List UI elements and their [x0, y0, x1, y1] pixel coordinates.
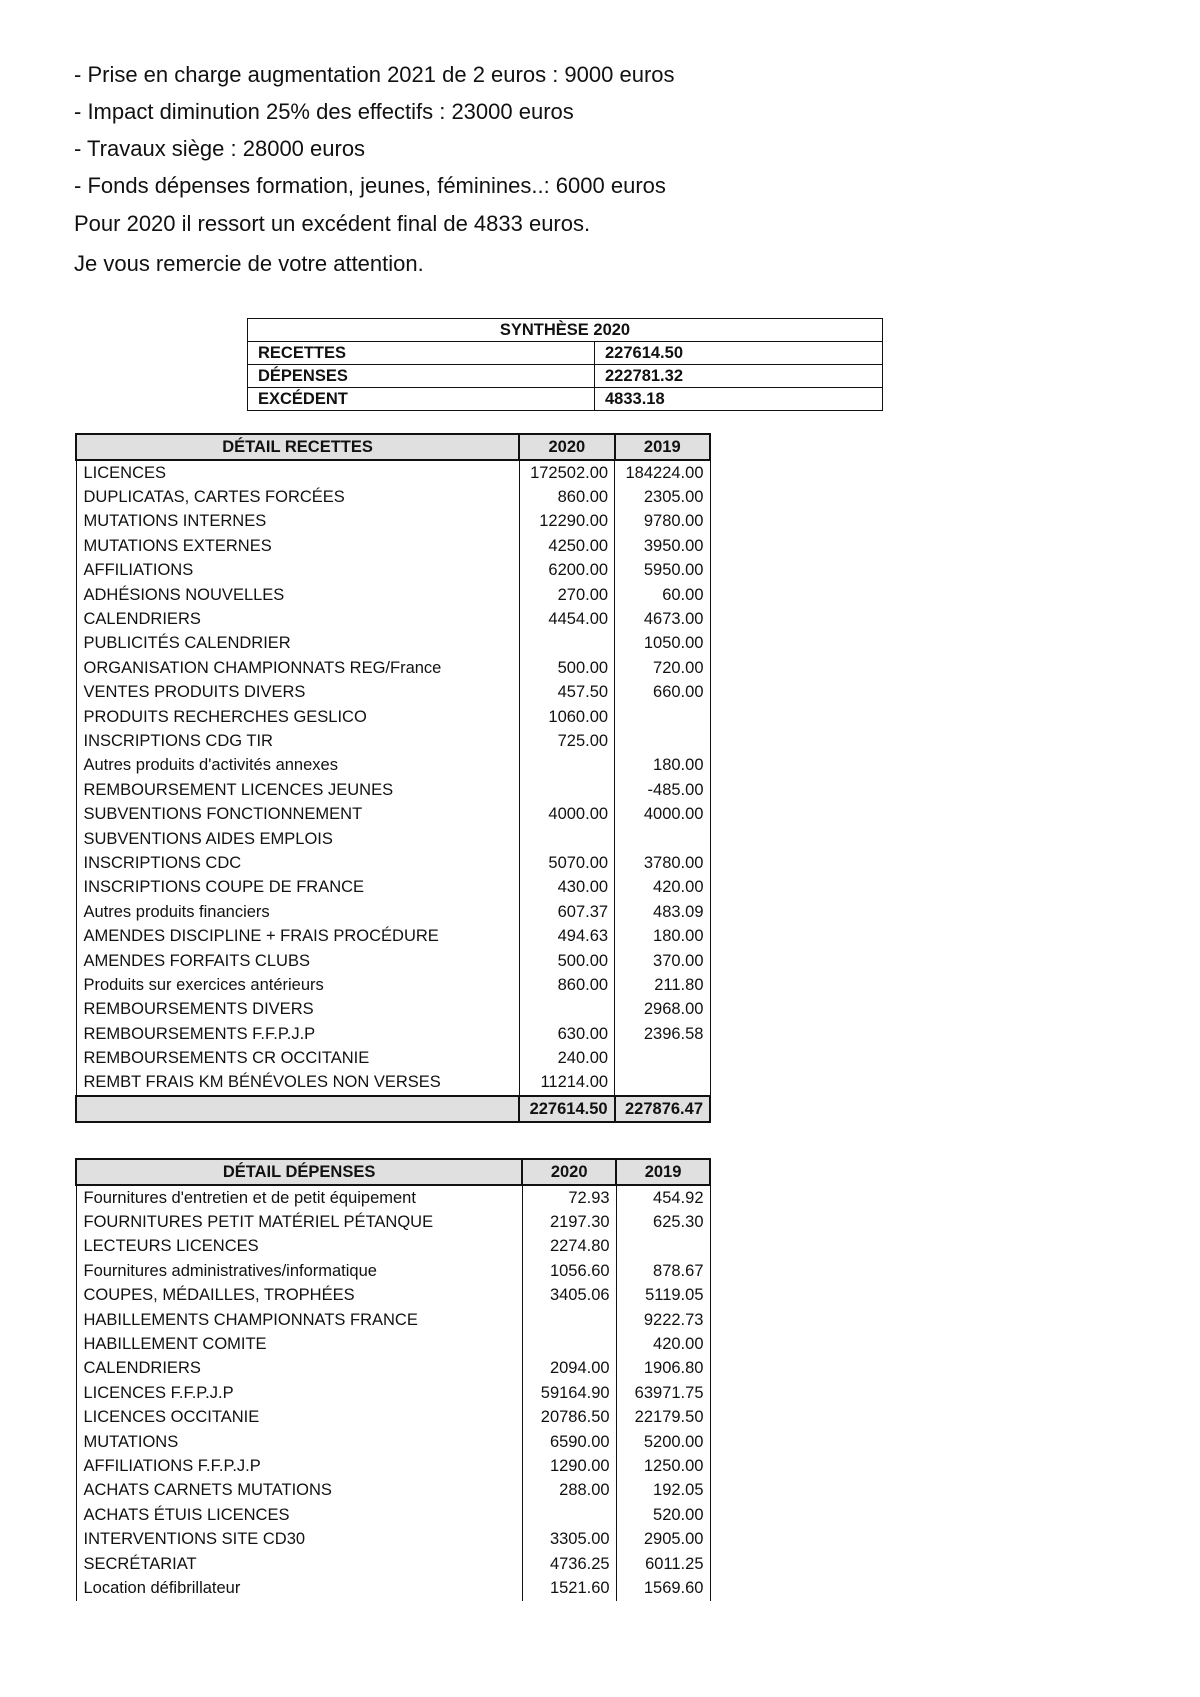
- table-row: [76, 460, 710, 485]
- table-row: [76, 607, 710, 631]
- table-row: [76, 1454, 710, 1478]
- row-label: CALENDRIERS: [76, 1357, 522, 1381]
- value-2019: 5119.05: [616, 1284, 710, 1308]
- value-2020: [522, 1308, 616, 1332]
- table-row: [76, 754, 710, 778]
- row-label: SUBVENTIONS AIDES EMPLOIS: [76, 827, 519, 851]
- table-row: [248, 388, 883, 411]
- row-label: CALENDRIERS: [76, 607, 519, 631]
- row-label: LICENCES: [76, 460, 519, 485]
- table-row: [76, 851, 710, 875]
- table-row: [76, 1552, 710, 1576]
- value-2019: 63971.75: [616, 1381, 710, 1405]
- table-row: [76, 949, 710, 973]
- value-2020: 270.00: [519, 583, 614, 607]
- value-2019: [615, 1071, 710, 1096]
- row-label: LICENCES F.F.P.J.P: [76, 1381, 522, 1405]
- value-2019: 660.00: [615, 681, 710, 705]
- value-2019: 3780.00: [615, 851, 710, 875]
- value-2020: 860.00: [519, 973, 614, 997]
- table-row: [76, 534, 710, 558]
- table-row: [76, 1381, 710, 1405]
- row-label: Produits sur exercices antérieurs: [76, 973, 519, 997]
- value-2020: 12290.00: [519, 510, 614, 534]
- row-label: LICENCES OCCITANIE: [76, 1406, 522, 1430]
- table-row: [76, 510, 710, 534]
- table-row: [76, 1185, 710, 1210]
- intro-paragraph: Je vous remercie de votre attention.: [74, 251, 424, 276]
- value-2020: 2274.80: [522, 1235, 616, 1259]
- table-row: [248, 365, 883, 388]
- value-2020: [519, 827, 614, 851]
- value-2020: 1060.00: [519, 705, 614, 729]
- row-label: ACHATS CARNETS MUTATIONS: [76, 1479, 522, 1503]
- depenses-table: [75, 1158, 711, 1601]
- value-2019: [615, 705, 710, 729]
- column-header-2020: 2020: [519, 434, 614, 460]
- value-2020: 4454.00: [519, 607, 614, 631]
- total-row: [76, 1096, 710, 1122]
- value-2019: [615, 1046, 710, 1070]
- row-label: REMBOURSEMENTS CR OCCITANIE: [76, 1046, 519, 1070]
- intro-text: [74, 56, 974, 284]
- row-label: AMENDES DISCIPLINE + FRAIS PROCÉDURE: [76, 924, 519, 948]
- value-2020: [519, 778, 614, 802]
- table-row: [76, 876, 710, 900]
- row-label: AMENDES FORFAITS CLUBS: [76, 949, 519, 973]
- intro-bullet: - Fonds dépenses formation, jeunes, féminines..: 6000 euros: [74, 173, 666, 198]
- value-2019: 1250.00: [616, 1454, 710, 1478]
- value-2020: 11214.00: [519, 1071, 614, 1096]
- value-2020: 3405.06: [522, 1284, 616, 1308]
- synthese-value: 227614.50: [595, 342, 883, 365]
- row-label: REMBOURSEMENTS DIVERS: [76, 998, 519, 1022]
- value-2019: 9780.00: [615, 510, 710, 534]
- table-row: [76, 1071, 710, 1096]
- value-2019: [616, 1235, 710, 1259]
- intro-bullet: - Travaux siège : 28000 euros: [74, 136, 366, 161]
- value-2019: 60.00: [615, 583, 710, 607]
- value-2020: 4000.00: [519, 802, 614, 826]
- column-header-label: DÉTAIL DÉPENSES: [76, 1159, 522, 1185]
- value-2019: 454.92: [616, 1185, 710, 1210]
- value-2019: [615, 827, 710, 851]
- row-label: Location défibrillateur: [76, 1576, 522, 1600]
- value-2019: 180.00: [615, 924, 710, 948]
- row-label: [76, 1096, 519, 1122]
- value-2019: 9222.73: [616, 1308, 710, 1332]
- row-label: MUTATIONS: [76, 1430, 522, 1454]
- row-label: HABILLEMENT COMITE: [76, 1332, 522, 1356]
- row-label: DUPLICATAS, CARTES FORCÉES: [76, 485, 519, 509]
- value-2019: 4000.00: [615, 802, 710, 826]
- table-header-row: [76, 434, 710, 460]
- value-2019: 2968.00: [615, 998, 710, 1022]
- value-2020: 6590.00: [522, 1430, 616, 1454]
- value-2020: [519, 998, 614, 1022]
- table-row: [76, 705, 710, 729]
- value-2019: 2396.58: [615, 1022, 710, 1046]
- value-2019: 3950.00: [615, 534, 710, 558]
- row-label: VENTES PRODUITS DIVERS: [76, 681, 519, 705]
- value-2020: 4250.00: [519, 534, 614, 558]
- value-2019: 5950.00: [615, 559, 710, 583]
- value-2020: 430.00: [519, 876, 614, 900]
- table-row: [76, 1259, 710, 1283]
- value-2020: 457.50: [519, 681, 614, 705]
- table-row: [76, 1284, 710, 1308]
- value-2019: 420.00: [616, 1332, 710, 1356]
- value-2020: 227614.50: [519, 1096, 614, 1122]
- value-2020: 240.00: [519, 1046, 614, 1070]
- table-row: [76, 1022, 710, 1046]
- table-row: [76, 900, 710, 924]
- value-2019: 720.00: [615, 656, 710, 680]
- row-label: AFFILIATIONS: [76, 559, 519, 583]
- column-header-2020: 2020: [522, 1159, 616, 1185]
- synthese-label: EXCÉDENT: [248, 388, 595, 411]
- column-header-label: DÉTAIL RECETTES: [76, 434, 519, 460]
- value-2019: 625.30: [616, 1210, 710, 1234]
- value-2020: 1290.00: [522, 1454, 616, 1478]
- row-label: INSCRIPTIONS CDC: [76, 851, 519, 875]
- row-label: LECTEURS LICENCES: [76, 1235, 522, 1259]
- value-2019: 1050.00: [615, 632, 710, 656]
- value-2020: 500.00: [519, 656, 614, 680]
- row-label: Fournitures d'entretien et de petit équipement: [76, 1185, 522, 1210]
- value-2020: 2094.00: [522, 1357, 616, 1381]
- table-row: [76, 998, 710, 1022]
- value-2019: -485.00: [615, 778, 710, 802]
- intro-bullet: - Prise en charge augmentation 2021 de 2 euros : 9000 euros: [74, 62, 675, 87]
- synthese-value: 222781.32: [595, 365, 883, 388]
- value-2019: 180.00: [615, 754, 710, 778]
- table-row: [76, 583, 710, 607]
- value-2019: 520.00: [616, 1503, 710, 1527]
- row-label: Autres produits financiers: [76, 900, 519, 924]
- table-row: [76, 1308, 710, 1332]
- table-row: [76, 1576, 710, 1600]
- value-2020: 4736.25: [522, 1552, 616, 1576]
- value-2020: 172502.00: [519, 460, 614, 485]
- value-2020: 59164.90: [522, 1381, 616, 1405]
- table-row: [76, 1210, 710, 1234]
- value-2019: 878.67: [616, 1259, 710, 1283]
- value-2019: 192.05: [616, 1479, 710, 1503]
- table-row: [76, 924, 710, 948]
- synthese-label: RECETTES: [248, 342, 595, 365]
- row-label: REMBOURSEMENT LICENCES JEUNES: [76, 778, 519, 802]
- intro-paragraph: Pour 2020 il ressort un excédent final de 4833 euros.: [74, 211, 591, 236]
- table-row: [76, 559, 710, 583]
- value-2020: 1056.60: [522, 1259, 616, 1283]
- value-2019: 1569.60: [616, 1576, 710, 1600]
- row-label: Fournitures administratives/informatique: [76, 1259, 522, 1283]
- row-label: ACHATS ÉTUIS LICENCES: [76, 1503, 522, 1527]
- table-row: [76, 778, 710, 802]
- value-2020: 725.00: [519, 729, 614, 753]
- recettes-table: [75, 433, 711, 1123]
- value-2020: 494.63: [519, 924, 614, 948]
- row-label: MUTATIONS INTERNES: [76, 510, 519, 534]
- value-2020: 607.37: [519, 900, 614, 924]
- table-row: [76, 632, 710, 656]
- value-2020: 5070.00: [519, 851, 614, 875]
- value-2019: 420.00: [615, 876, 710, 900]
- value-2019: 6011.25: [616, 1552, 710, 1576]
- value-2019: 483.09: [615, 900, 710, 924]
- row-label: AFFILIATIONS F.F.P.J.P: [76, 1454, 522, 1478]
- row-label: SUBVENTIONS FONCTIONNEMENT: [76, 802, 519, 826]
- table-header-row: [76, 1159, 710, 1185]
- table-row: [76, 1527, 710, 1551]
- column-header-2019: 2019: [616, 1159, 710, 1185]
- table-row: [76, 729, 710, 753]
- table-row: [76, 802, 710, 826]
- value-2019: 22179.50: [616, 1406, 710, 1430]
- value-2019: 2905.00: [616, 1527, 710, 1551]
- table-row: [76, 973, 710, 997]
- synthese-title: SYNTHÈSE 2020: [248, 319, 883, 342]
- value-2020: 860.00: [519, 485, 614, 509]
- value-2020: 20786.50: [522, 1406, 616, 1430]
- row-label: MUTATIONS EXTERNES: [76, 534, 519, 558]
- row-label: REMBT FRAIS KM BÉNÉVOLES NON VERSES: [76, 1071, 519, 1096]
- table-row: [76, 1430, 710, 1454]
- column-header-2019: 2019: [615, 434, 710, 460]
- value-2020: [522, 1332, 616, 1356]
- table-row: [76, 1406, 710, 1430]
- synthese-value: 4833.18: [595, 388, 883, 411]
- value-2020: 6200.00: [519, 559, 614, 583]
- table-row: [76, 1503, 710, 1527]
- row-label: HABILLEMENTS CHAMPIONNATS FRANCE: [76, 1308, 522, 1332]
- row-label: PUBLICITÉS CALENDRIER: [76, 632, 519, 656]
- value-2019: 1906.80: [616, 1357, 710, 1381]
- value-2020: 72.93: [522, 1185, 616, 1210]
- value-2019: 4673.00: [615, 607, 710, 631]
- value-2020: 500.00: [519, 949, 614, 973]
- synthese-table: [247, 318, 883, 411]
- table-row: [76, 1357, 710, 1381]
- table-row: [248, 342, 883, 365]
- table-row: [76, 1332, 710, 1356]
- table-row: [76, 1479, 710, 1503]
- table-row: [76, 827, 710, 851]
- value-2019: [615, 729, 710, 753]
- value-2020: 288.00: [522, 1479, 616, 1503]
- intro-bullet: - Impact diminution 25% des effectifs : 23000 euros: [74, 99, 574, 124]
- value-2019: 184224.00: [615, 460, 710, 485]
- row-label: COUPES, MÉDAILLES, TROPHÉES: [76, 1284, 522, 1308]
- synthese-label: DÉPENSES: [248, 365, 595, 388]
- row-label: INSCRIPTIONS CDG TIR: [76, 729, 519, 753]
- row-label: INTERVENTIONS SITE CD30: [76, 1527, 522, 1551]
- value-2019: 2305.00: [615, 485, 710, 509]
- row-label: ORGANISATION CHAMPIONNATS REG/France: [76, 656, 519, 680]
- row-label: REMBOURSEMENTS F.F.P.J.P: [76, 1022, 519, 1046]
- value-2019: 227876.47: [615, 1096, 710, 1122]
- row-label: ADHÉSIONS NOUVELLES: [76, 583, 519, 607]
- value-2020: [519, 754, 614, 778]
- value-2019: 370.00: [615, 949, 710, 973]
- row-label: Autres produits d'activités annexes: [76, 754, 519, 778]
- value-2020: 630.00: [519, 1022, 614, 1046]
- row-label: INSCRIPTIONS COUPE DE FRANCE: [76, 876, 519, 900]
- value-2020: 2197.30: [522, 1210, 616, 1234]
- value-2019: 5200.00: [616, 1430, 710, 1454]
- row-label: FOURNITURES PETIT MATÉRIEL PÉTANQUE: [76, 1210, 522, 1234]
- value-2020: [519, 632, 614, 656]
- row-label: SECRÉTARIAT: [76, 1552, 522, 1576]
- table-row: [76, 681, 710, 705]
- value-2020: [522, 1503, 616, 1527]
- table-row: [76, 485, 710, 509]
- table-row: [76, 656, 710, 680]
- value-2019: 211.80: [615, 973, 710, 997]
- row-label: PRODUITS RECHERCHES GESLICO: [76, 705, 519, 729]
- table-row: [76, 1235, 710, 1259]
- value-2020: 3305.00: [522, 1527, 616, 1551]
- table-row: [76, 1046, 710, 1070]
- value-2020: 1521.60: [522, 1576, 616, 1600]
